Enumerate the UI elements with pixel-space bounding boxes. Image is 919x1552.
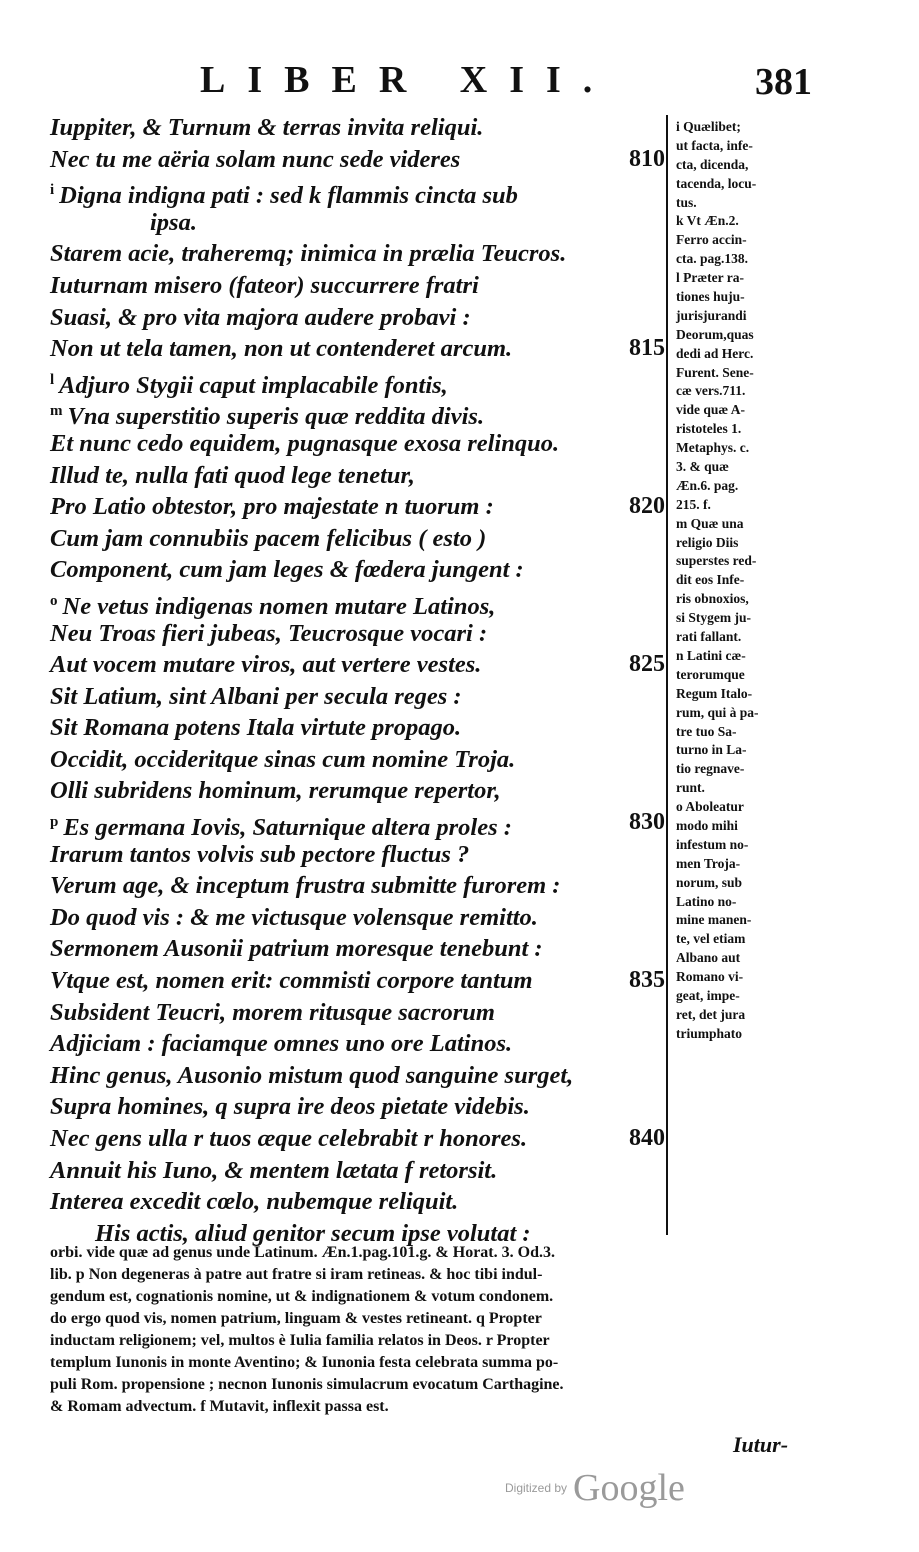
margin-note-line: terorumque bbox=[676, 666, 745, 682]
margin-note-line: ret, det jura bbox=[676, 1006, 746, 1022]
margin-note-line: 215. f. bbox=[676, 496, 711, 512]
verse-line bbox=[50, 207, 665, 239]
margin-note-line: men Troja- bbox=[676, 855, 741, 871]
verse-line bbox=[50, 365, 665, 397]
note-marker: l bbox=[50, 371, 55, 388]
verse-line bbox=[50, 1155, 665, 1187]
verse-text-line: Cum jam connubiis pacem felicibus ( esto ) bbox=[50, 524, 487, 552]
page-number: 381 bbox=[755, 61, 812, 103]
margin-note-line: infestum no- bbox=[676, 836, 749, 852]
margin-note-line: Æn.6. pag. bbox=[676, 477, 739, 493]
verse-line bbox=[50, 775, 665, 807]
verse-text-line: Ne vetus indigenas nomen mutare Latinos, bbox=[62, 593, 496, 621]
verse-text-line: Component, cum jam leges & fœdera jungent : bbox=[50, 556, 524, 584]
line-number: 830 bbox=[629, 809, 665, 836]
margin-note-line: n Latini cæ- bbox=[676, 647, 746, 663]
verse-text-line: Do quod vis : & me victusque volensque remitto. bbox=[50, 903, 538, 931]
verse-text-line: Digna indigna pati : sed k flammis cincta sub bbox=[59, 182, 518, 210]
footnote-line: orbi. vide quæ ad genus unde Latinum. Æn.1.pag.101.g. & Horat. 3. Od.3. bbox=[50, 1244, 555, 1261]
line-number: 815 bbox=[629, 335, 665, 362]
note-marker: m bbox=[50, 403, 63, 420]
line-number: 840 bbox=[629, 1125, 665, 1151]
margin-note-line: rati fallant. bbox=[676, 629, 742, 645]
verse-line bbox=[50, 270, 665, 302]
verse-line bbox=[50, 238, 665, 270]
verse-line bbox=[50, 649, 665, 681]
margin-note-line: tiones huju- bbox=[676, 289, 745, 305]
verse-text-line: Vtque est, nomen erit: commisti corpore tantum bbox=[50, 967, 533, 995]
running-head: LIBER XII. bbox=[200, 59, 615, 101]
verse-text-line: Et nunc cedo equidem, pugnasque exosa relinquo. bbox=[50, 429, 560, 457]
footnote-line: templum Iunonis in monte Aventino; & Iunonia festa celebrata summa po- bbox=[50, 1354, 559, 1371]
margin-note-line: mine manen- bbox=[676, 912, 752, 928]
verse-text-line: Iuppiter, & Turnum & terras invita reliqui. bbox=[50, 114, 484, 141]
footnote-line: puli Rom. propensione ; necnon Iunonis simulacrum evocatum Carthagine. bbox=[50, 1376, 564, 1393]
verse-line bbox=[50, 554, 665, 586]
verse-line bbox=[50, 839, 665, 871]
watermark-prefix: Digitized by bbox=[505, 1481, 568, 1495]
margin-note-line: cta. pag.138. bbox=[676, 251, 748, 267]
margin-note-line: superstes red- bbox=[676, 553, 757, 569]
verse-text-line: Sit Latium, sint Albani per secula reges : bbox=[50, 682, 462, 710]
catchword: Iutur- bbox=[733, 1432, 789, 1457]
verse-line bbox=[50, 681, 665, 713]
verse-line bbox=[50, 302, 665, 334]
footnotes bbox=[50, 1242, 830, 1418]
footnote-line: & Romam advectum. f Mutavit, inflexit passa est. bbox=[50, 1398, 389, 1415]
margin-note-line: ristoteles 1. bbox=[676, 421, 742, 437]
footnote-line: do ergo quod vis, nomen patrium, linguam & vestes retineant. q Propter bbox=[50, 1310, 542, 1327]
digitized-watermark bbox=[505, 1466, 685, 1510]
margin-note-line: te, vel etiam bbox=[676, 931, 746, 947]
margin-note-line: Latino no- bbox=[676, 893, 737, 909]
margin-note-line: tre tuo Sa- bbox=[676, 723, 737, 739]
margin-note-line: Ferro accin- bbox=[676, 232, 747, 248]
margin-note-line: Albano aut bbox=[676, 950, 741, 966]
verse-line bbox=[50, 428, 665, 460]
margin-note-line: modo mihi bbox=[676, 817, 738, 833]
verse-line bbox=[50, 1028, 665, 1060]
watermark-brand: Google bbox=[573, 1467, 685, 1509]
margin-note-line: 3. & quæ bbox=[676, 459, 729, 475]
verse-text-line: Pro Latio obtestor, pro majestate n tuorum : bbox=[50, 493, 494, 521]
margin-note-line: runt. bbox=[676, 780, 705, 796]
margin-notes bbox=[676, 118, 816, 1044]
verse-line bbox=[50, 491, 665, 523]
verse-text-line: ipsa. bbox=[150, 208, 197, 236]
verse-line bbox=[50, 333, 665, 365]
verse-text-line: Vna superstitio superis quæ reddita divis. bbox=[67, 403, 485, 431]
verse-line bbox=[50, 1123, 665, 1155]
margin-note-line: Regum Italo- bbox=[676, 685, 753, 701]
verse-line bbox=[50, 712, 665, 744]
verse-text-line: Interea excedit cœlo, nubemque reliquit. bbox=[50, 1188, 459, 1216]
verse-text-line: Sermonem Ausonii patrium moresque tenebunt : bbox=[50, 935, 543, 963]
verse-text-line: Adjuro Stygii caput implacabile fontis, bbox=[59, 371, 448, 399]
verse-text-line: Supra homines, q supra ire deos pietate videbis. bbox=[50, 1093, 530, 1121]
margin-note-line: Romano vi- bbox=[676, 969, 744, 985]
margin-note-line: religio Diis bbox=[676, 534, 739, 550]
margin-note-line: Deorum,quas bbox=[676, 326, 754, 342]
verse-text-line: Non ut tela tamen, non ut contenderet arcum. bbox=[50, 335, 513, 363]
margin-note-line: triumphato bbox=[676, 1025, 743, 1041]
verse-line bbox=[50, 112, 665, 144]
verse-text-line: Adjiciam : faciamque omnes uno ore Latinos. bbox=[50, 1030, 513, 1058]
verse-text bbox=[50, 112, 665, 1249]
margin-note-line: norum, sub bbox=[676, 874, 743, 890]
margin-note-line: dit eos Infe- bbox=[676, 572, 745, 588]
verse-text-line: Subsident Teucri, morem ritusque sacrorum bbox=[50, 998, 495, 1026]
footnote-line: gendum est, cognationis nomine, ut & indignationem & votum condonem. bbox=[50, 1288, 554, 1305]
verse-line bbox=[50, 1091, 665, 1123]
verse-line bbox=[50, 523, 665, 555]
footnote-line: lib. p Non degeneras à patre aut fratre si iram retineas. & hoc tibi indul- bbox=[50, 1266, 543, 1283]
margin-note-line: geat, impe- bbox=[676, 987, 740, 1003]
verse-text-line: Neu Troas fieri jubeas, Teucrosque vocari : bbox=[50, 619, 488, 647]
verse-line bbox=[50, 744, 665, 776]
verse-text-line: Annuit his Iuno, & mentem lætata f retorsit. bbox=[50, 1156, 498, 1184]
verse-line bbox=[50, 965, 665, 997]
margin-note-line: Metaphys. c. bbox=[676, 440, 750, 456]
note-marker: o bbox=[50, 592, 58, 609]
verse-line bbox=[50, 144, 665, 176]
margin-note-line: o Aboleatur bbox=[676, 799, 744, 815]
verse-line bbox=[50, 997, 665, 1029]
margin-note-line: jurisjurandi bbox=[676, 307, 747, 323]
verse-text-line: Occidit, occideritque sinas cum nomine Troja. bbox=[50, 745, 516, 773]
verse-line bbox=[50, 933, 665, 965]
verse-text-line: Starem acie, traheremq; inimica in prælia Teucros. bbox=[50, 240, 567, 268]
verse-line bbox=[50, 396, 665, 431]
verse-line bbox=[50, 586, 665, 621]
margin-note-line: turno in La- bbox=[676, 742, 747, 758]
verse-line bbox=[50, 807, 665, 842]
verse-text-line: Es germana Iovis, Saturnique altera proles : bbox=[63, 814, 512, 842]
verse-text-line: His actis, aliud genitor secum ipse volutat : bbox=[95, 1219, 531, 1247]
note-marker: i bbox=[50, 182, 55, 199]
margin-note-line: k Vt Æn.2. bbox=[676, 213, 739, 229]
verse-line bbox=[50, 618, 665, 650]
margin-note-line: dedi ad Herc. bbox=[676, 345, 754, 361]
note-marker: p bbox=[50, 814, 59, 831]
verse-line bbox=[50, 870, 665, 902]
verse-line bbox=[50, 175, 665, 210]
line-number: 825 bbox=[629, 651, 665, 678]
margin-note-line: tio regnave- bbox=[676, 761, 745, 777]
verse-text-line: Nec gens ulla r tuos æque celebrabit r honores. bbox=[50, 1125, 528, 1152]
margin-note-line: tacenda, locu- bbox=[676, 175, 757, 191]
footnote-line: inductam religionem; vel, multos è Iulia familia relatos in Deos. r Propter bbox=[50, 1332, 550, 1349]
margin-note-line: m Quæ una bbox=[676, 515, 744, 531]
margin-note-line: tus. bbox=[676, 194, 697, 210]
verse-line bbox=[50, 1186, 665, 1218]
verse-text-line: Verum age, & inceptum frustra submitte furorem : bbox=[50, 872, 561, 900]
margin-note-line: vide quæ A- bbox=[676, 402, 746, 418]
margin-note-line: rum, qui à pa- bbox=[676, 704, 759, 720]
margin-note-line: ut facta, infe- bbox=[676, 137, 753, 153]
verse-text-line: Suasi, & pro vita majora audere probavi : bbox=[50, 303, 471, 331]
margin-note-line: Furent. Sene- bbox=[676, 364, 754, 380]
page-header bbox=[0, 58, 919, 106]
verse-text-line: Iuturnam misero (fateor) succurrere fratri bbox=[50, 271, 479, 299]
margin-note-line: cæ vers.711. bbox=[676, 383, 746, 399]
verse-text-line: Aut vocem mutare viros, aut vertere vestes. bbox=[50, 651, 482, 679]
verse-text-line: Illud te, nulla fati quod lege tenetur, bbox=[50, 461, 415, 489]
verse-line bbox=[50, 902, 665, 934]
line-number: 835 bbox=[629, 967, 665, 994]
verse-text-line: Olli subridens hominum, rerumque repertor, bbox=[50, 777, 501, 805]
verse-line bbox=[50, 1060, 665, 1092]
column-divider bbox=[666, 115, 668, 1235]
verse-text-line: Sit Romana potens Itala virtute propago. bbox=[50, 714, 462, 742]
verse-text-line: Hinc genus, Ausonio mistum quod sanguine surget, bbox=[50, 1061, 574, 1089]
margin-note-line: l Præter ra- bbox=[676, 270, 744, 286]
verse-text-line: Nec tu me aëria solam nunc sede videres bbox=[50, 145, 461, 173]
margin-note-line: si Stygem ju- bbox=[676, 610, 751, 626]
verse-line bbox=[50, 460, 665, 492]
line-number: 820 bbox=[629, 493, 665, 520]
margin-note-line: ris obnoxios, bbox=[676, 591, 749, 607]
line-number: 810 bbox=[629, 145, 665, 172]
margin-note-line: cta, dicenda, bbox=[676, 156, 749, 172]
verse-text-line: Irarum tantos volvis sub pectore fluctus ? bbox=[50, 840, 470, 868]
margin-note-line: i Quælibet; bbox=[676, 119, 741, 134]
